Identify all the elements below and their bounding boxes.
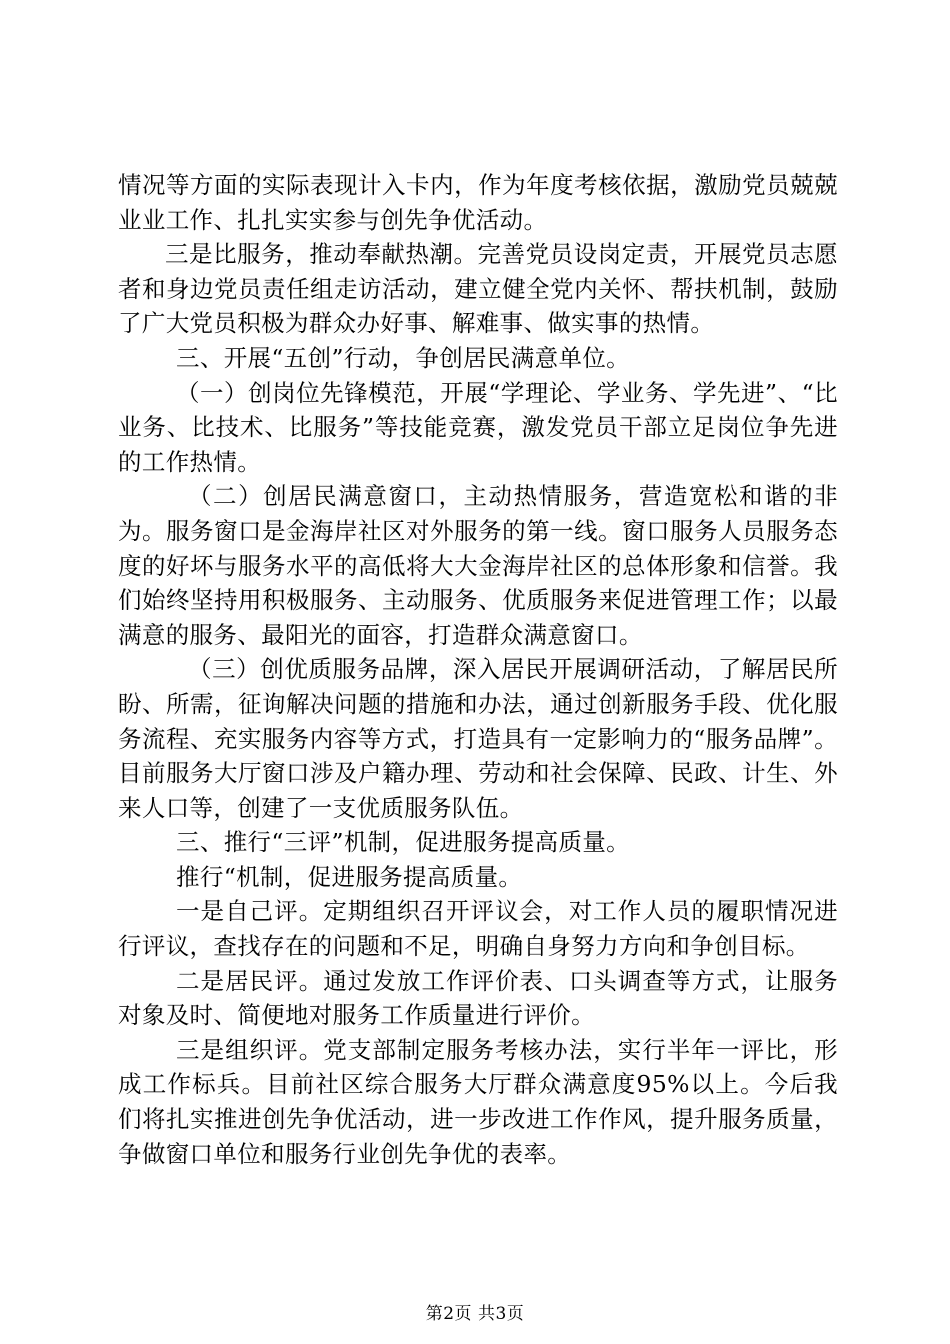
paragraph-continuation: 情况等方面的实际表现计入卡内，作为年度考核依据，激励党员兢兢业业工作、扎扎实实参与创先争优活动。 bbox=[118, 171, 838, 234]
paragraph-service-comparison: 三是比服务，推动奉献热潮。完善党员设岗定责，开展党员志愿者和身边党员责任组走访活动，建立健全党内关怀、帮扶机制，鼓励了广大党员积极为群众办好事、解难事、做实事的热情。 bbox=[118, 240, 838, 338]
section-heading-five-creations: 三、开展“五创”行动，争创居民满意单位。 bbox=[176, 343, 631, 372]
paragraph-item-two: （二）创居民满意窗口，主动热情服务，营造宽松和谐的非为。服务窗口是金海岸社区对外服务的第一线。窗口服务人员服务态度的好坏与服务水平的高低将大大金海岸社区的总体形象和信誉。我们始终坚持用积极服务、主动服务、优质服务来促进管理工作；以最满意的服务、最阳光的面容，打造群众满意窗口。 bbox=[118, 482, 838, 649]
paragraph-self-evaluation: 一是自己评。定期组织召开评议会，对工作人员的履职情况进行评议，查找存在的问题和不足，明确自身努力方向和争创目标。 bbox=[118, 897, 838, 961]
paragraph-item-three: （三）创优质服务品牌，深入居民开展调研活动，了解居民所盼、所需，征询解决问题的措施和办法，通过创新服务手段、优化服务流程、充实服务内容等方式，打造具有一定影响力的“服务品牌”。目前服务大厅窗口涉及户籍办理、劳动和社会保障、民政、计生、外来人口等，创建了一支优质服务队伍。 bbox=[118, 655, 838, 822]
paragraph-mechanism: 推行“机制，促进服务提高质量。 bbox=[176, 862, 523, 891]
paragraph-organization-evaluation: 三是组织评。党支部制定服务考核办法，实行半年一评比，形成工作标兵。目前社区综合服务大厅群众满意度95%以上。今后我们将扎实推进创先争优活动，进一步改进工作作风，提升服务质量，争做窗口单位和服务行业创先争优的表率。 bbox=[118, 1035, 838, 1168]
section-heading-three-evaluations: 三、推行“三评”机制，促进服务提高质量。 bbox=[176, 828, 631, 857]
paragraph-item-one: （一）创岗位先锋模范，开展“学理论、学业务、学先进”、“比业务、比技术、比服务”等技能竞赛，激发党员干部立足岗位争先进的工作热情。 bbox=[118, 378, 838, 476]
page-footer: 第2页 共3页 bbox=[425, 1304, 525, 1324]
document-body bbox=[118, 168, 838, 1171]
paragraph-resident-evaluation: 二是居民评。通过发放工作评价表、口头调查等方式，让服务对象及时、简便地对服务工作质量进行评价。 bbox=[118, 966, 838, 1030]
